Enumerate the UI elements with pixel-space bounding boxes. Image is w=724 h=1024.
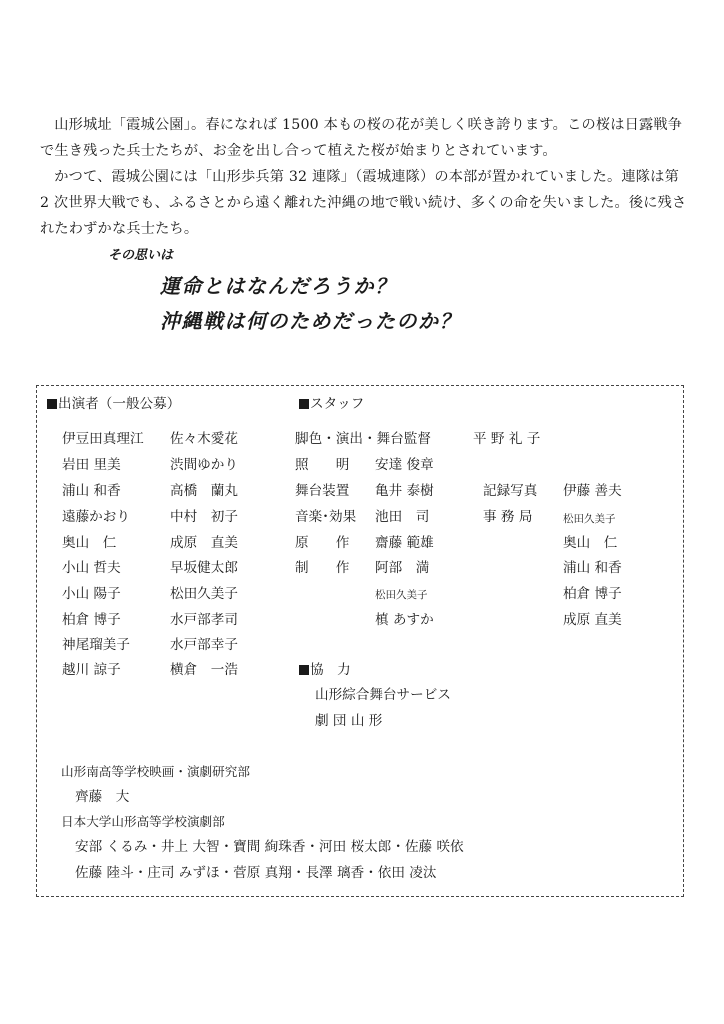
school-members: 齊藤 大 xyxy=(75,789,130,805)
staff-name: 成原 直美 xyxy=(563,612,622,628)
cast-name: 高橋 蘭丸 xyxy=(170,483,238,499)
staff-heading-label: スタッフ xyxy=(310,396,365,412)
school-name: 日本大学山形高等学校演劇部 xyxy=(61,814,225,829)
support-item: 山形綜合舞台サービス xyxy=(315,687,451,703)
cast-name: 渋間ゆかり xyxy=(170,457,238,473)
cast-name: 佐々木愛花 xyxy=(170,431,238,447)
staff-role: 音楽･効果 xyxy=(295,509,357,525)
staff-role: 照 明 xyxy=(295,457,350,473)
staff-name: 柏倉 博子 xyxy=(563,586,622,602)
cast-name: 松田久美子 xyxy=(170,586,238,602)
intro-text: その思いは xyxy=(108,248,174,263)
square-bullet-icon xyxy=(299,665,309,675)
cast-name: 奥山 仁 xyxy=(62,535,117,551)
cast-name: 伊豆田真理江 xyxy=(62,431,144,447)
staff-name: 伊藤 善夫 xyxy=(563,483,622,499)
staff-role: 脚色・演出・舞台監督 xyxy=(295,431,431,447)
staff-name: 亀井 泰樹 xyxy=(375,483,434,499)
support-heading-label: 協 力 xyxy=(310,662,351,678)
cast-name: 早坂健太郎 xyxy=(170,560,238,576)
credits-box xyxy=(36,385,684,897)
support-heading xyxy=(299,661,351,679)
cast-name: 水戸部幸子 xyxy=(170,637,238,653)
school-name: 山形南高等学校映画・演劇研究部 xyxy=(61,764,250,779)
school-members: 佐藤 陸斗・庄司 みずほ・菅原 真翔・長澤 璃香・依田 凌汰 xyxy=(75,865,437,881)
cast-heading-label: 出演者（一般公募） xyxy=(58,396,181,412)
cast-name: 浦山 和香 xyxy=(62,483,121,499)
cast-name: 遠藤かおり xyxy=(62,509,130,525)
staff-name: 浦山 和香 xyxy=(563,560,622,576)
cast-name: 岩田 里美 xyxy=(62,457,121,473)
question-2: 沖縄戦は何のためだったのか？ xyxy=(160,309,461,333)
staff-heading xyxy=(299,395,364,413)
support-item: 劇 団 山 形 xyxy=(315,713,383,729)
staff-name: 池田 司 xyxy=(375,509,430,525)
question-1: 運命とはなんだろうか？ xyxy=(160,274,397,298)
cast-name: 水戸部孝司 xyxy=(170,612,238,628)
cast-name: 中村 初子 xyxy=(170,509,238,525)
staff-role: 制 作 xyxy=(295,560,350,576)
square-bullet-icon xyxy=(299,399,309,409)
cast-name: 横倉 一浩 xyxy=(170,662,238,678)
cast-name: 小山 哲夫 xyxy=(62,560,121,576)
cast-name: 成原 直美 xyxy=(170,535,238,551)
story-paragraph-2: かつて、霞城公園には「山形歩兵第 32 連隊」（霞城連隊）の本部が置かれていました。連隊は第 2 次世界大戦でも、ふるさとから遠く離れた沖縄の地で戦い続け、多くの命を失いました。後に残されたわずかな兵士たち。 xyxy=(40,169,687,237)
staff-name: 齋藤 範雄 xyxy=(375,535,434,551)
square-bullet-icon xyxy=(47,399,57,409)
school-members: 安部 くるみ・井上 大智・寶間 絢珠香・河田 桜太郎・佐藤 咲依 xyxy=(75,839,464,855)
cast-name: 柏倉 博子 xyxy=(62,612,121,628)
staff-role: 原 作 xyxy=(295,535,350,551)
staff-name: 奥山 仁 xyxy=(563,535,618,551)
staff-name: 槙 あすか xyxy=(375,612,434,628)
staff-name: 松田久美子 xyxy=(563,513,616,525)
staff-role: 記録写真 xyxy=(483,483,538,499)
staff-name: 松田久美子 xyxy=(375,589,428,601)
cast-name: 越川 諒子 xyxy=(62,662,121,678)
staff-role: 事 務 局 xyxy=(483,509,533,525)
staff-name: 阿部 満 xyxy=(375,560,430,576)
staff-name: 平 野 礼 子 xyxy=(473,431,541,447)
staff-name: 安達 俊章 xyxy=(375,457,434,473)
cast-heading xyxy=(47,395,180,413)
story-paragraph-1: 山形城址「霞城公園」。春になれば 1500 本もの桜の花が美しく咲き誇ります。この桜は日露戦争で生き残った兵士たちが、お金を出し合って植えた桜が始まりとされています。 xyxy=(40,117,683,159)
cast-name: 小山 陽子 xyxy=(62,586,121,602)
staff-role: 舞台装置 xyxy=(295,483,350,499)
cast-name: 神尾瑠美子 xyxy=(62,637,130,653)
